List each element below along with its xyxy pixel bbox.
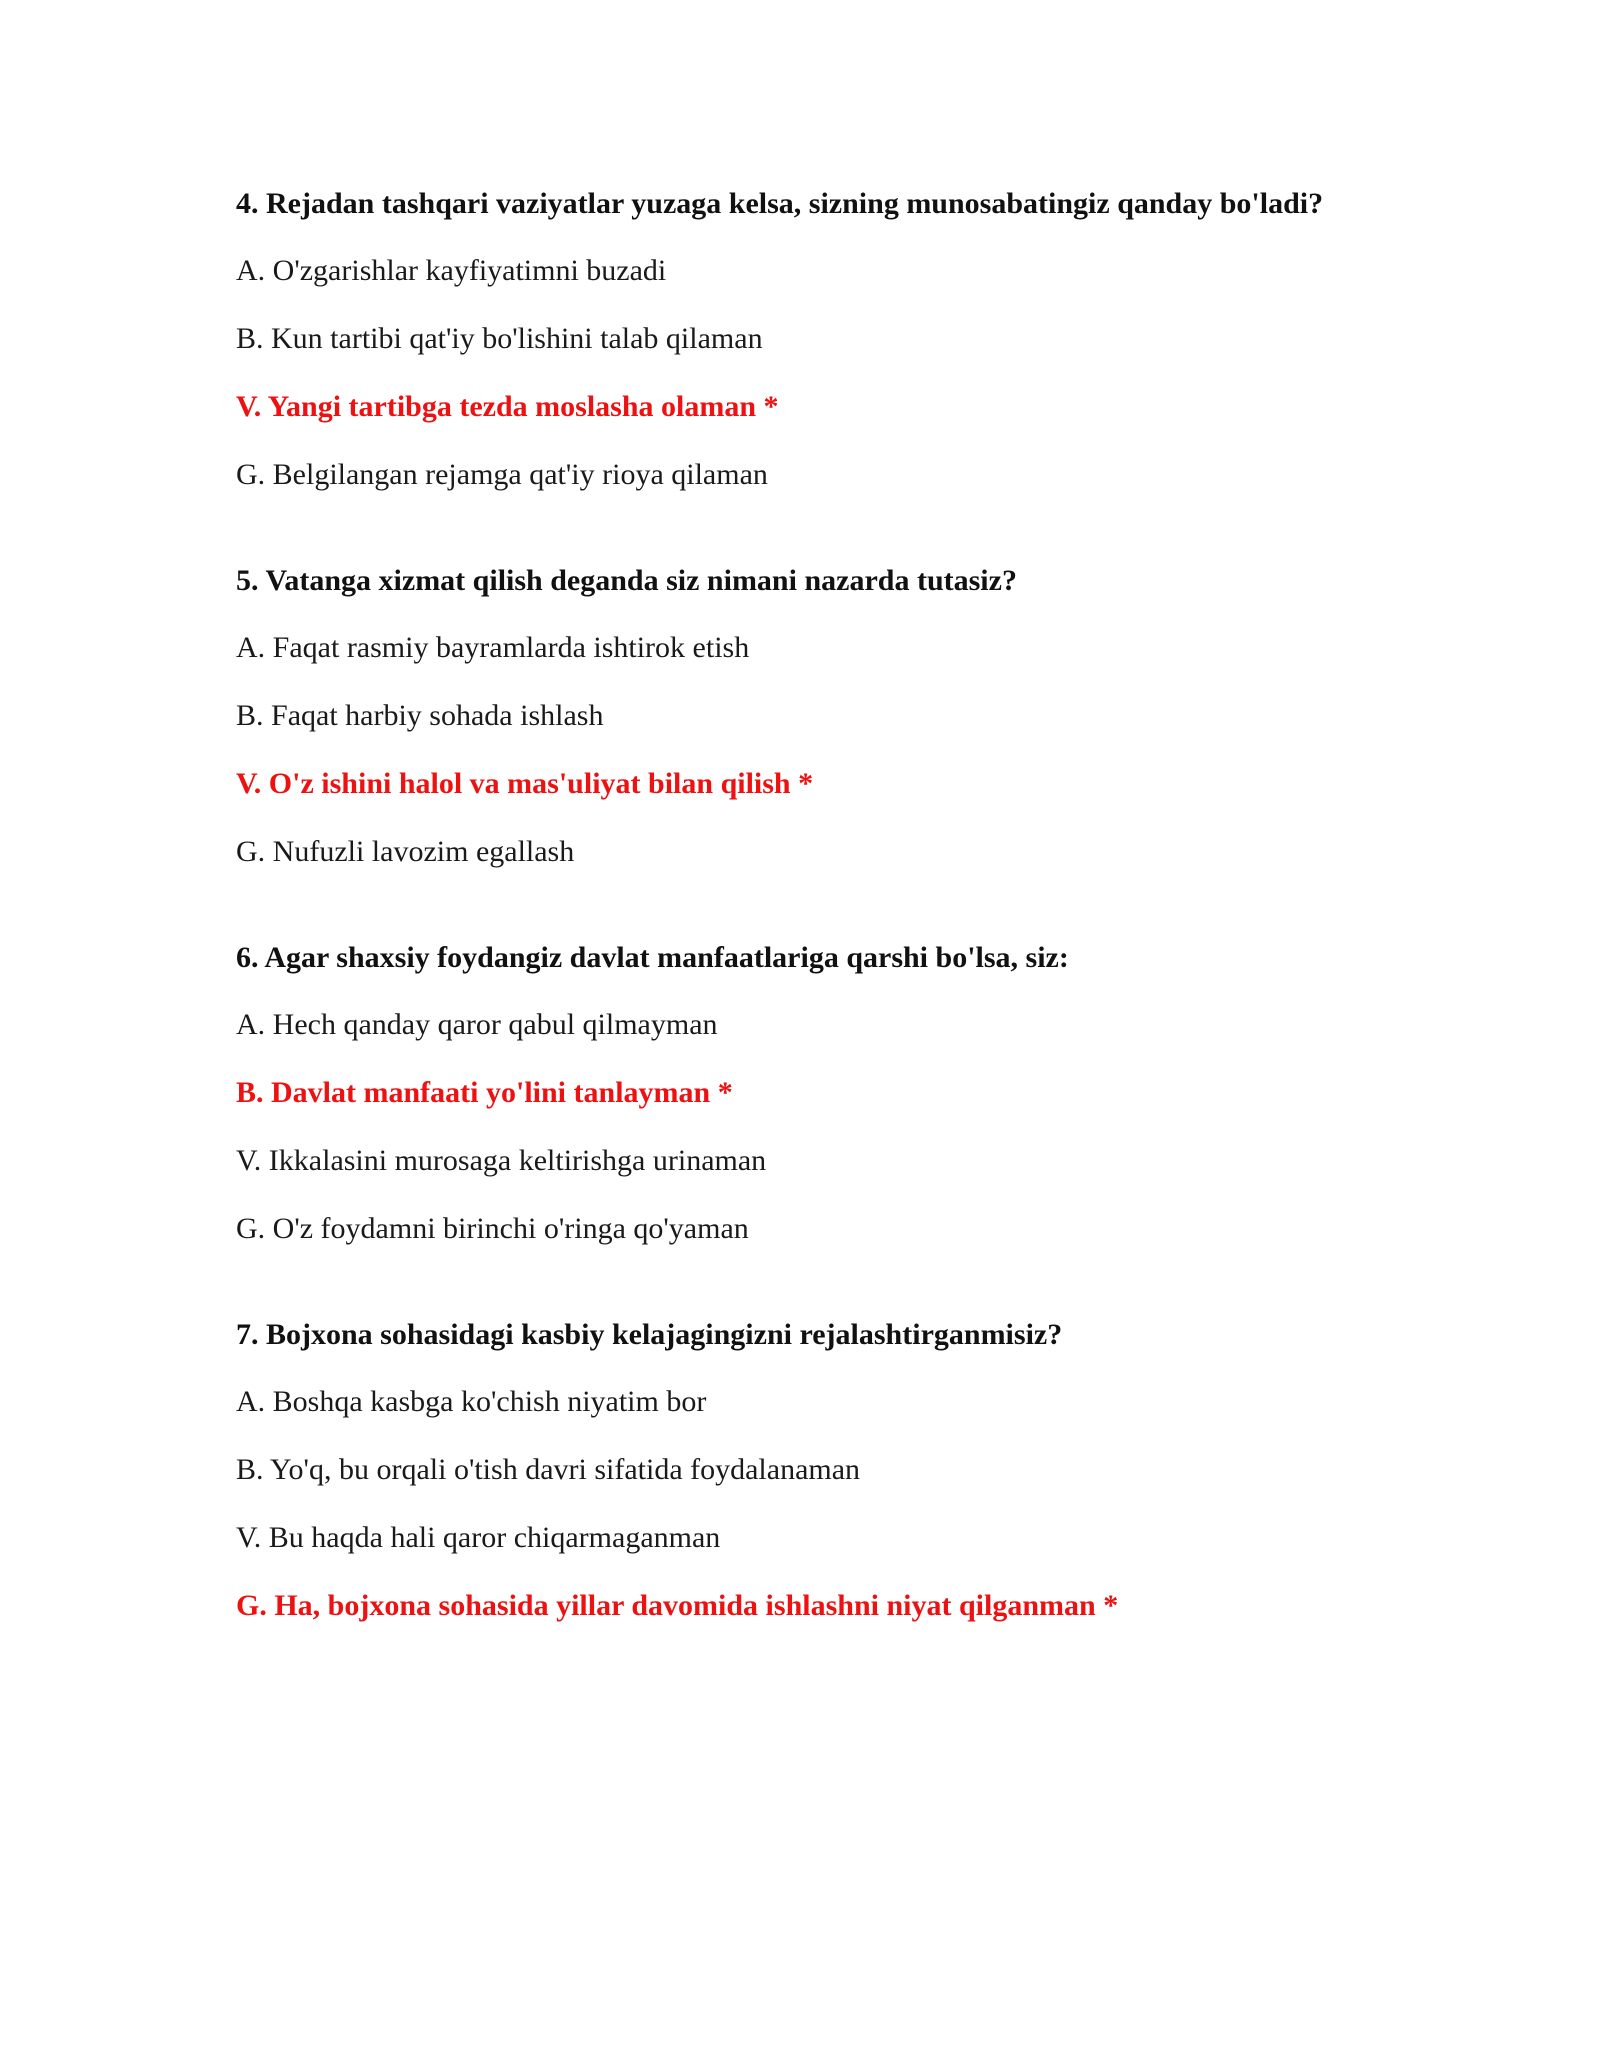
question-block-6 — [236, 938, 1346, 1249]
answer-option: V. Bu haqda hali qaror chiqarmaganman — [236, 1521, 721, 1554]
answer-option: A. Hech qanday qaror qabul qilmayman — [236, 1008, 718, 1041]
answer-option: B. Yo'q, bu orqali o'tish davri sifatida foydalanaman — [236, 1453, 861, 1486]
quiz-content — [236, 184, 1346, 1692]
answer-option: V. Ikkalasini murosaga keltirishga urinaman — [236, 1144, 767, 1177]
question-block-4 — [236, 184, 1346, 495]
correct-answer-option: V. Yangi tartibga tezda moslasha olaman * — [236, 390, 779, 423]
question-text: 4. Rejadan tashqari vaziyatlar yuzaga kelsa, sizning munosabatingiz qanday bo'ladi? — [236, 187, 1324, 220]
answer-option: A. Boshqa kasbga ko'chish niyatim bor — [236, 1385, 707, 1418]
correct-answer-option: G. Ha, bojxona sohasida yillar davomida ishlashni niyat qilganman * — [236, 1589, 1119, 1622]
answer-option: A. O'zgarishlar kayfiyatimni buzadi — [236, 254, 667, 287]
question-block-5 — [236, 561, 1346, 872]
answer-option: B. Kun tartibi qat'iy bo'lishini talab qilaman — [236, 322, 763, 355]
answer-option: G. O'z foydamni birinchi o'ringa qo'yaman — [236, 1212, 749, 1245]
answer-option: B. Faqat harbiy sohada ishlash — [236, 699, 604, 732]
correct-answer-option: V. O'z ishini halol va mas'uliyat bilan qilish * — [236, 767, 814, 800]
question-text: 7. Bojxona sohasidagi kasbiy kelajagingizni rejalashtirganmisiz? — [236, 1318, 1063, 1351]
answer-option: G. Nufuzli lavozim egallash — [236, 835, 575, 868]
question-text: 6. Agar shaxsiy foydangiz davlat manfaatlariga qarshi bo'lsa, siz: — [236, 941, 1069, 974]
correct-answer-option: B. Davlat manfaati yo'lini tanlayman * — [236, 1076, 733, 1109]
answer-option: A. Faqat rasmiy bayramlarda ishtirok etish — [236, 631, 750, 664]
question-text: 5. Vatanga xizmat qilish deganda siz nimani nazarda tutasiz? — [236, 564, 1017, 597]
answer-option: G. Belgilangan rejamga qat'iy rioya qilaman — [236, 458, 768, 491]
question-block-7 — [236, 1315, 1346, 1626]
